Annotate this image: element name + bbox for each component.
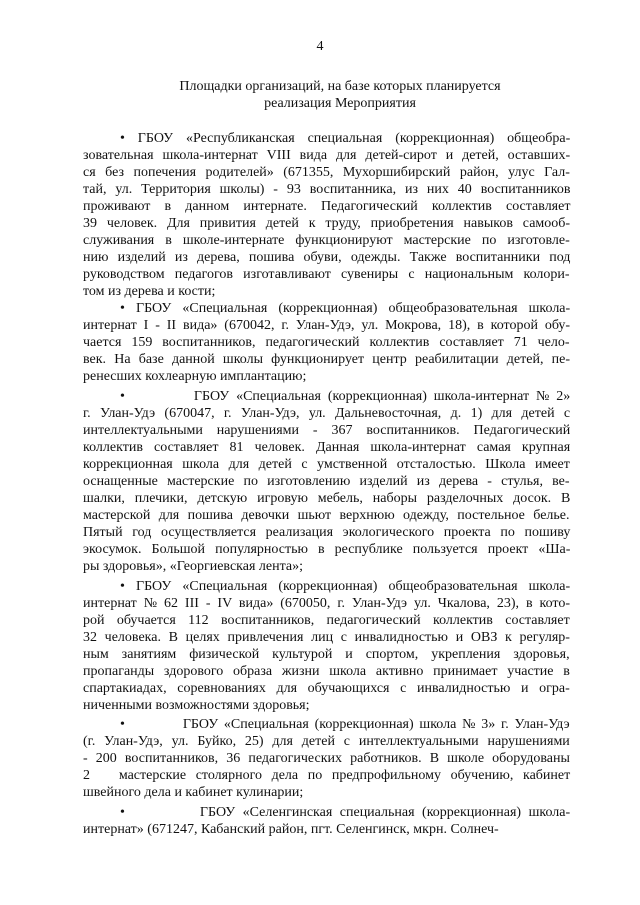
text-line: экосумок. Большой популярностью в республике пользуется проект «Ша- [83, 542, 571, 557]
text-line: чается 159 воспитанников, педагогический коллектив составляет 71 чело- [83, 335, 570, 350]
heading-line: Площадки организаций, на базе которых планируется [179, 79, 501, 94]
text-line: тай, ул. Территория школы) - 93 воспитанника, из них 40 воспитанников [83, 182, 571, 197]
text-line: швейного дела и кабинет кулинарии; [83, 785, 304, 800]
text-line: коррекционная школа для детей с умственной отсталостью. Школа имеет [83, 457, 570, 472]
page-number: 4 [316, 39, 324, 54]
text-line: том из дерева и кости; [83, 284, 216, 299]
text-line: 32 человека. В целях привлечения лиц с инвалидностью и ОВЗ к регуляр- [83, 630, 570, 645]
text-line: руководством педагогов изготавливают сувениры с национальным колори- [83, 267, 570, 282]
text-line: - 200 воспитанников, 36 педагогических работников. В школе оборудованы [83, 751, 570, 766]
text-line: интернат I - II вида» (670042, г. Улан-Удэ, ул. Мокрова, 18), в которой обу- [83, 318, 571, 333]
text-line: ры здоровья», «Георгиевская лента»; [83, 559, 304, 574]
text-line: оснащенные мастерские по изготовлению изделий из дерева - стулья, ве- [83, 474, 570, 489]
text-line: • ГБОУ «Республиканская специальная (коррекционная) общеобра- [120, 131, 571, 146]
text-line: • ГБОУ «Специальная (коррекционная) школа № 3» г. Улан-Удэ [120, 717, 570, 732]
text-line: служивания в школе-интернате функционируют мастерские по изготовле- [83, 233, 570, 248]
text-line: • ГБОУ «Специальная (коррекционная) школа-интернат № 2» [120, 389, 571, 404]
text-line: век. На базе данной школы функционирует центр реабилитации детей, пе- [83, 352, 570, 367]
text-line: ниченными возможностями здоровья; [83, 698, 310, 713]
text-line: 39 человек. Для привития детей к труду, приобретения навыков самооб- [83, 216, 571, 231]
text-line: • ГБОУ «Специальная (коррекционная) общеобразовательная школа- [120, 579, 571, 594]
text-line: интеллектуальными нарушениями - 367 воспитанников. Педагогический [83, 423, 571, 438]
text-line: ся без попечения родителей» (671355, Мухоршибирский район, улус Гал- [83, 165, 570, 180]
text-line: • ГБОУ «Специальная (коррекционная) общеобразовательная школа- [120, 301, 571, 316]
text-line: зовательная школа-интернат VIII вида для детей-сирот и детей, оставших- [83, 148, 571, 163]
text-line: 2 мастерские столярного дела по предпрофильному обучению, кабинет [83, 768, 571, 783]
text-line: проживают в данном интернате. Педагогический коллектив составляет [83, 199, 571, 214]
text-line: рой обучается 112 воспитанников, педагогический коллектив составляет [83, 613, 570, 628]
text-line: г. Улан-Удэ (670047, г. Улан-Удэ, ул. Дальневосточная, д. 1) для детей с [83, 406, 571, 421]
text-line: коллектив составляет 81 человек. Данная школа-интернат самая крупная [83, 440, 571, 455]
text-line: (г. Улан-Удэ, ул. Буйко, 25) для детей с интеллектуальными нарушениями [83, 734, 570, 749]
text-line: спартакиадах, соревнованиях для обучающихся с инвалидностью и огра- [83, 681, 570, 696]
text-line: Пятый год осуществляется реализация экологического проекта по пошиву [83, 525, 571, 540]
text-line: пропаганды здорового образа жизни школа активно принимает участие в [83, 664, 570, 679]
text-line: интернат № 62 III - IV вида» (670050, г. Улан-Удэ ул. Чкалова, 23), в кото- [83, 596, 570, 611]
text-line: ренесших кохлеарную имплантацию; [83, 369, 307, 384]
heading-line: реализация Мероприятия [264, 96, 416, 111]
text-line: нию изделий из дерева, пошива обуви, одежды. Также воспитанники под [83, 250, 571, 265]
text-line: ным занятиям физической культурой и спортом, укрепления здоровья, [83, 647, 570, 662]
text-line: • ГБОУ «Селенгинская специальная (коррекционная) школа- [120, 805, 571, 820]
text-line: шалки, плечики, детскую игровую мебель, наборы разделочных досок. В [83, 491, 571, 506]
text-line: интернат» (671247, Кабанский район, пгт. Селенгинск, мкрн. Солнеч- [83, 822, 499, 837]
text-line: мастерской для пошива девочки шьют верхнюю одежду, постельное белье. [83, 508, 570, 523]
